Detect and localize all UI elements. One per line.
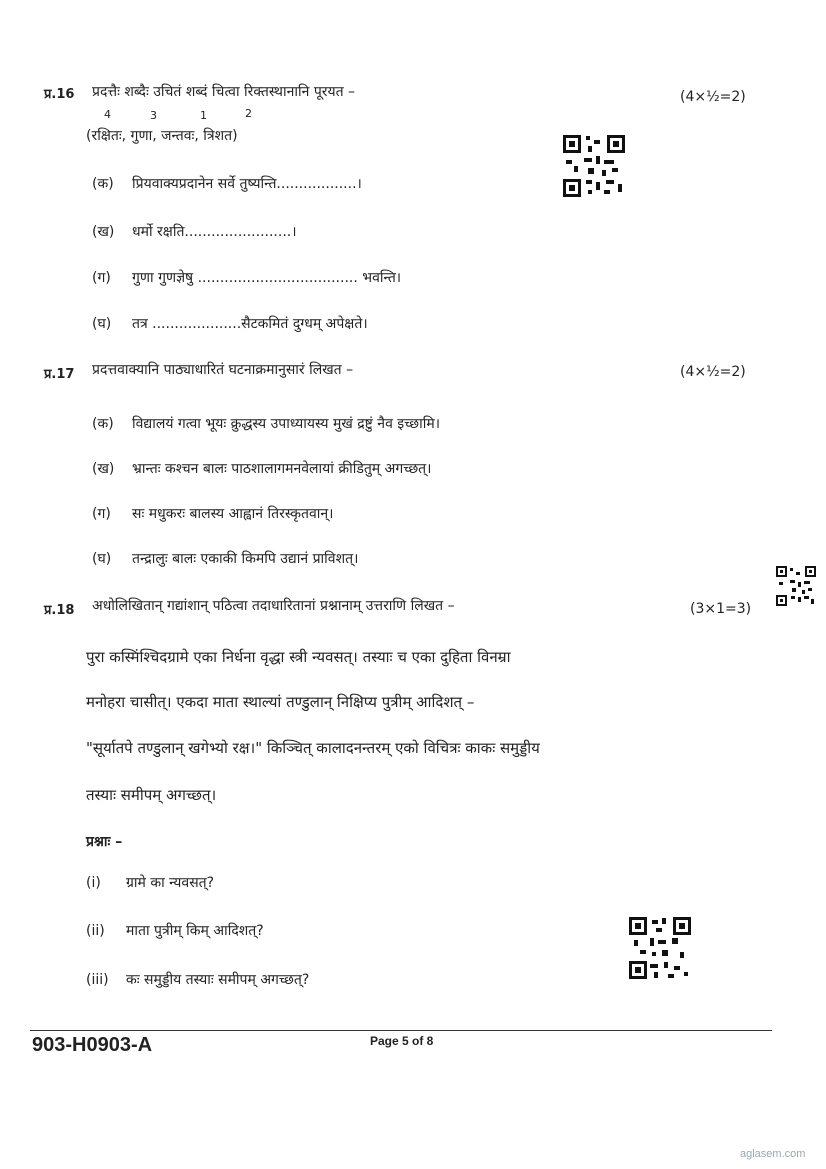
- passage-line-1: पुरा कस्मिंश्चिदग्रामे एका निर्धना वृद्धा स्त्री न्यवसत्। तस्याः च एका दुहिता विनम्रा: [86, 648, 511, 666]
- option-text: भ्रान्तः कश्चन बालः पाठशालागमनवेलायां क्रीडितुम् अगच्छत्।: [132, 461, 432, 477]
- option-text: विद्यालयं गत्वा भूयः क्रुद्धस्य उपाध्यायस्य मुखं द्रष्टुं नैव इच्छामि।: [132, 416, 441, 432]
- q17-option-ga: [92, 504, 333, 523]
- q16-option-ka: [92, 174, 362, 193]
- q18-number: प्र.18: [44, 603, 75, 618]
- q18-question-2: [86, 921, 264, 940]
- option-text: प्रियवाक्यप्रदानेन सर्वे तुष्यन्ति..................।: [132, 176, 362, 192]
- q16-hint-1: 4: [104, 108, 111, 121]
- q17-option-kha: [92, 459, 431, 478]
- q16-option-gha: [92, 314, 368, 333]
- questions-heading: प्रश्नाः –: [86, 834, 123, 850]
- watermark: aglasem.com: [740, 1148, 806, 1160]
- q17-option-gha: [92, 549, 358, 568]
- q16-option-kha: [92, 222, 297, 241]
- option-text: गुणा गुणज्ञेषु .................................... भवन्ति।: [132, 270, 402, 286]
- qr-code-icon: [628, 916, 692, 980]
- q16-number: प्र.16: [44, 87, 75, 102]
- option-text: तन्द्रालुः बालः एकाकी किमपि उद्यानं प्राविशत्।: [132, 551, 359, 567]
- qr-code-icon: [776, 566, 816, 606]
- option-label: (ख): [92, 224, 115, 240]
- option-text: धर्मो रक्षति........................।: [132, 224, 297, 240]
- question-text: कः समुड्डीय तस्याः समीपम् अगच्छत्?: [126, 972, 310, 988]
- option-label: (क): [92, 416, 114, 432]
- option-label: (घ): [92, 551, 112, 567]
- paper-code: 903-H0903-A: [32, 1034, 153, 1056]
- question-label: (i): [86, 875, 101, 891]
- q16-hint-2: 3: [150, 109, 157, 122]
- q16-hint-3: 1: [200, 109, 207, 122]
- q16-instruction: प्रदत्तैः शब्दैः उचितं शब्दं चित्वा रिक्तस्थानानि पूरयत –: [92, 84, 356, 100]
- question-label: (iii): [86, 972, 109, 988]
- q17-option-ka: [92, 414, 440, 433]
- qr-code-icon: [562, 134, 626, 198]
- q16-marks: (4×½=2): [680, 89, 746, 105]
- q18-question-1: [86, 873, 214, 892]
- option-text: तत्र ....................सैटकमितं दुग्धम् अपेक्षते।: [132, 316, 368, 332]
- q18-marks: (3×1=3): [690, 601, 752, 617]
- passage-line-2: मनोहरा चासीत्। एकदा माता स्थाल्यां तण्डुलान् निक्षिप्य पुत्रीम् आदिशत् –: [86, 693, 475, 711]
- option-label: (ख): [92, 461, 115, 477]
- q18-question-3: [86, 970, 309, 989]
- question-text: माता पुत्रीम् किम् आदिशत्?: [126, 923, 264, 939]
- passage-line-3: "सूर्यातपे तण्डुलान् खगेभ्यो रक्ष।" किञ्चित् कालादनन्तरम् एको विचित्रः काकः समुड्डीय: [86, 739, 540, 757]
- option-label: (ग): [92, 506, 111, 522]
- q16-option-ga: [92, 268, 401, 287]
- q17-marks: (4×½=2): [680, 364, 746, 380]
- q16-hint-4: 2: [245, 107, 252, 120]
- q17-instruction: प्रदत्तवाक्यानि पाठ्याधारितं घटनाक्रमानुसारं लिखत –: [92, 362, 354, 378]
- question-label: (ii): [86, 923, 105, 939]
- option-label: (घ): [92, 316, 112, 332]
- q17-number: प्र.17: [44, 367, 75, 382]
- page-number: Page 5 of 8: [370, 1034, 434, 1048]
- option-text: सः मधुकरः बालस्य आह्वानं तिरस्कृतवान्।: [132, 506, 334, 522]
- option-label: (ग): [92, 270, 111, 286]
- q16-word-bank: (रक्षितः, गुणा, जन्तवः, त्रिशत): [86, 128, 238, 144]
- footer-rule: [30, 1030, 772, 1031]
- q18-instruction: अधोलिखितान् गद्यांशान् पठित्वा तदाधारितानां प्रश्नानाम् उत्तराणि लिखत –: [92, 598, 455, 614]
- question-text: ग्रामे का न्यवसत्?: [126, 875, 215, 891]
- passage-line-4: तस्याः समीपम् अगच्छत्।: [86, 786, 217, 804]
- option-label: (क): [92, 176, 114, 192]
